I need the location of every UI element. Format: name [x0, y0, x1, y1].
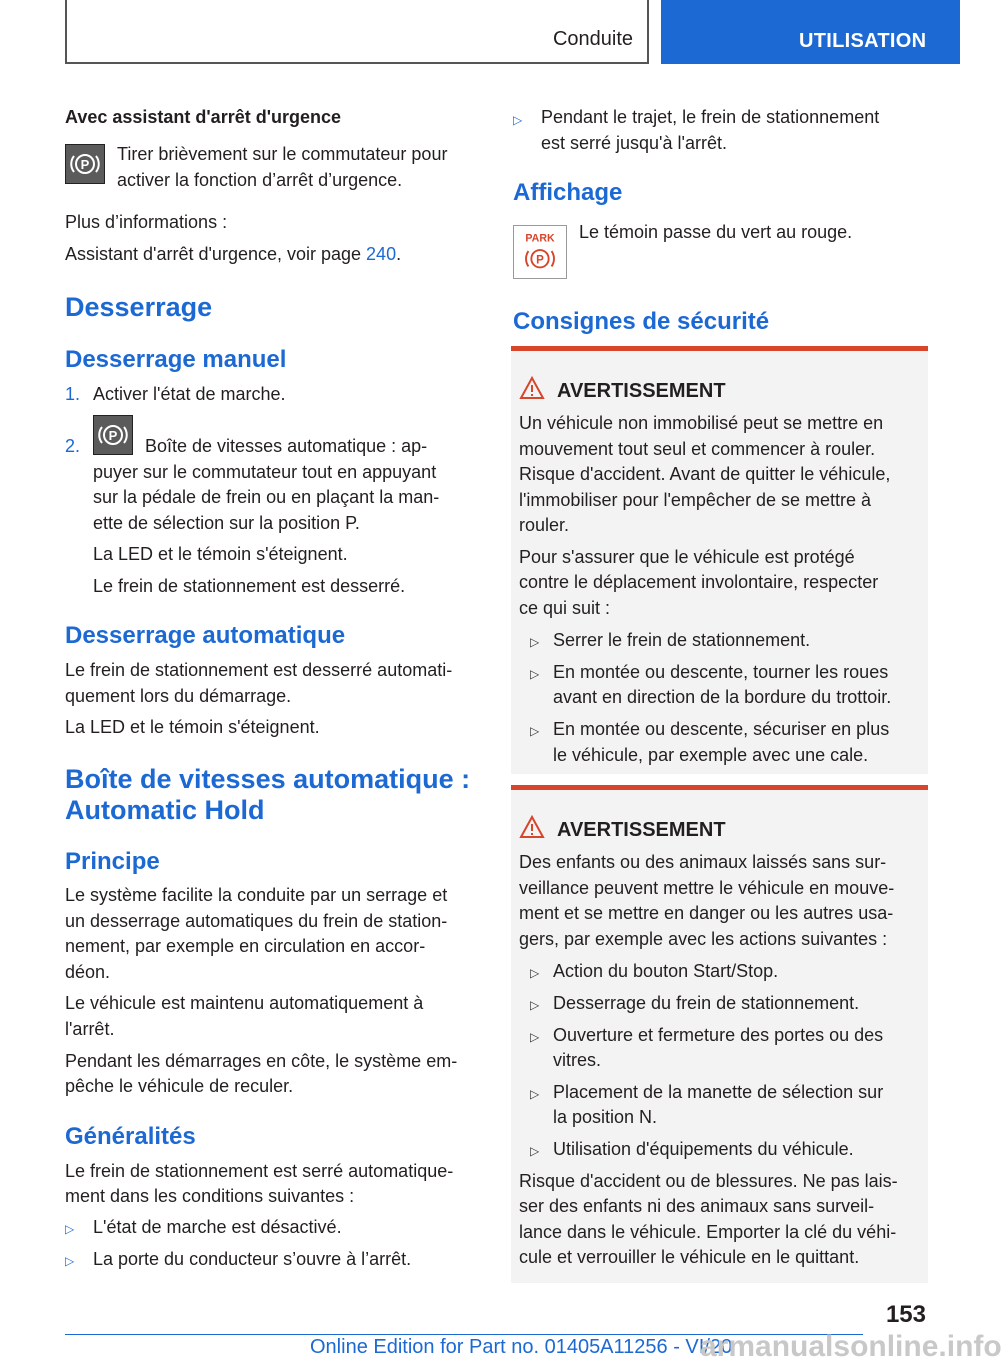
step-text: La LED et le témoin s'éteignent. — [93, 544, 348, 564]
heading-desserrage-manuel: Desserrage manuel — [65, 346, 287, 373]
see-page-suffix: . — [396, 244, 402, 264]
body-text: Le système facilite la conduite par un serrage et — [65, 885, 448, 905]
warning-title: AVERTISSEMENT — [557, 380, 726, 402]
svg-text:P: P — [80, 157, 90, 172]
warning-bullet: avant en direction de la bordure du trottoir. — [553, 687, 892, 707]
warning-bullet: le véhicule, par exemple avec une cale. — [553, 745, 869, 765]
body-text: La LED et le témoin s'éteignent. — [65, 717, 320, 737]
assist-text-line: activer la fonction d’arrêt d’urgence. — [117, 170, 403, 190]
heading-desserrage-automatique: Desserrage automatique — [65, 622, 346, 649]
warning-bullet: En montée ou descente, tourner les roues — [553, 662, 889, 682]
warning-text: Des enfants ou des animaux laissés sans sur- — [519, 852, 887, 872]
parking-brake-icon — [93, 415, 133, 455]
step-text: puyer sur le commutateur tout en appuyant — [93, 462, 437, 482]
affichage-text: Le témoin passe du vert au rouge. — [579, 222, 853, 242]
svg-text:P: P — [536, 254, 544, 267]
step-number: 2. — [65, 436, 81, 456]
warning-bullet: Action du bouton Start/Stop. — [553, 961, 779, 981]
bullet-triangle-icon: ▷ — [530, 635, 540, 649]
warning-bullet: Placement de la manette de sélection sur — [553, 1082, 884, 1102]
assist-title: Avec assistant d'arrêt d'urgence — [65, 107, 342, 127]
body-text: Pendant les démarrages en côte, le système em- — [65, 1051, 458, 1071]
bullet-triangle-icon: ▷ — [530, 667, 540, 681]
bullet-triangle-icon: ▷ — [530, 724, 540, 738]
bullet-triangle-icon: ▷ — [530, 1030, 540, 1044]
bullet-text: L'état de marche est désactivé. — [93, 1217, 342, 1237]
parking-brake-icon — [65, 144, 105, 184]
body-text: quement lors du démarrage. — [65, 686, 292, 706]
warning-box — [511, 346, 928, 774]
warning-triangle-icon — [519, 815, 545, 839]
bullet-text: La porte du conducteur s’ouvre à l’arrêt. — [93, 1249, 412, 1269]
step-number: 1. — [65, 384, 81, 404]
assist-text-line: Tirer brièvement sur le commutateur pour — [117, 144, 448, 164]
warning-triangle-icon — [519, 376, 545, 400]
body-text: pêche le véhicule de reculer. — [65, 1076, 294, 1096]
body-text: ment dans les conditions suivantes : — [65, 1186, 355, 1206]
warning-text: l'immobiliser pour l'empêcher de se mettre à — [519, 490, 872, 510]
heading-generalites: Généralités — [65, 1123, 196, 1150]
warning-text: cule et verrouiller le véhicule en le quittant. — [519, 1247, 860, 1267]
warning-bullet: la position N. — [553, 1107, 658, 1127]
heading-automatic-hold: Boîte de vitesses automatique : — [65, 764, 471, 794]
heading-consignes: Consignes de sécurité — [513, 308, 770, 335]
bullet-text: est serré jusqu'à l'arrêt. — [541, 133, 727, 153]
warning-text: Risque d'accident. Avant de quitter le véhicule, — [519, 464, 891, 484]
header-chapter-tab — [661, 0, 960, 64]
bullet-triangle-icon: ▷ — [530, 998, 540, 1012]
park-label: PARK — [525, 232, 555, 245]
bullet-text: Pendant le trajet, le frein de stationnement — [541, 107, 880, 127]
footer-edition: Online Edition for Part no. 01405A11256 - VI/20 — [310, 1336, 733, 1358]
see-page-reference — [65, 241, 401, 267]
header-section-box — [65, 0, 649, 64]
bullet-triangle-icon: ▷ — [530, 966, 540, 980]
header-chapter-label: UTILISATION — [799, 30, 927, 52]
watermark: armanualsonline.info — [700, 1330, 1002, 1363]
warning-text: rouler. — [519, 515, 570, 535]
warning-bullet: Utilisation d'équipements du véhicule. — [553, 1139, 854, 1159]
warning-text: gers, par exemple avec les actions suivantes : — [519, 929, 888, 949]
step-text: Activer l'état de marche. — [93, 384, 286, 404]
svg-text:P: P — [108, 428, 118, 443]
warning-text: Risque d'accident ou de blessures. Ne pas lais- — [519, 1171, 898, 1191]
body-text: Le véhicule est maintenu automatiquement à — [65, 993, 424, 1013]
warning-text: ce qui suit : — [519, 598, 611, 618]
warning-text: contre le déplacement involontaire, respecter — [519, 572, 879, 592]
warning-text: mouvement tout seul et commencer à rouler. — [519, 439, 876, 459]
warning-text: Pour s'assurer que le véhicule est protégé — [519, 547, 855, 567]
step-text: Boîte de vitesses automatique : ap- — [145, 436, 428, 456]
body-text: nement, par exemple en circulation en accor- — [65, 936, 426, 956]
see-page-text: Assistant d'arrêt d'urgence, voir page — [65, 244, 367, 264]
warning-bullet: vitres. — [553, 1050, 602, 1070]
page-link[interactable]: 240 — [366, 244, 397, 264]
heading-desserrage: Desserrage — [65, 292, 213, 322]
more-info-label: Plus d’informations : — [65, 212, 228, 232]
bullet-triangle-icon: ▷ — [530, 1087, 540, 1101]
warning-text: ment et se mettre en danger ou les autres usa- — [519, 903, 894, 923]
body-text: Le frein de stationnement est desserré automati- — [65, 660, 453, 680]
warning-bullet: En montée ou descente, sécuriser en plus — [553, 719, 890, 739]
bullet-triangle-icon: ▷ — [513, 113, 523, 127]
warning-text: lance dans le véhicule. Emporter la clé du véhi- — [519, 1222, 897, 1242]
warning-box — [511, 785, 928, 1283]
bullet-triangle-icon: ▷ — [65, 1222, 75, 1236]
park-indicator-icon — [513, 225, 567, 279]
heading-affichage: Affichage — [513, 179, 623, 206]
heading-principe: Principe — [65, 848, 160, 875]
header-section-label: Conduite — [552, 28, 633, 50]
body-text: un desserrage automatiques du frein de station- — [65, 911, 448, 931]
page-number: 153 — [885, 1301, 926, 1328]
warning-bullet: Ouverture et fermeture des portes ou des — [553, 1025, 884, 1045]
body-text: l'arrêt. — [65, 1019, 115, 1039]
warning-text: Un véhicule non immobilisé peut se mettre en — [519, 413, 884, 433]
warning-text: ser des enfants ni des animaux sans surveil- — [519, 1196, 875, 1216]
step-text: sur la pédale de frein ou en plaçant la man- — [93, 487, 440, 507]
body-text: Le frein de stationnement est serré automatique- — [65, 1161, 454, 1181]
step-text: ette de sélection sur la position P. — [93, 513, 360, 533]
heading-automatic-hold: Automatic Hold — [65, 795, 265, 825]
warning-bullet: Desserrage du frein de stationnement. — [553, 993, 860, 1013]
warning-title: AVERTISSEMENT — [557, 819, 726, 841]
bullet-triangle-icon: ▷ — [530, 1144, 540, 1158]
warning-text: veillance peuvent mettre le véhicule en mouve- — [519, 878, 895, 898]
warning-bullet: Serrer le frein de stationnement. — [553, 630, 811, 650]
body-text: déon. — [65, 962, 111, 982]
bullet-triangle-icon: ▷ — [65, 1254, 75, 1268]
step-text: Le frein de stationnement est desserré. — [93, 576, 406, 596]
